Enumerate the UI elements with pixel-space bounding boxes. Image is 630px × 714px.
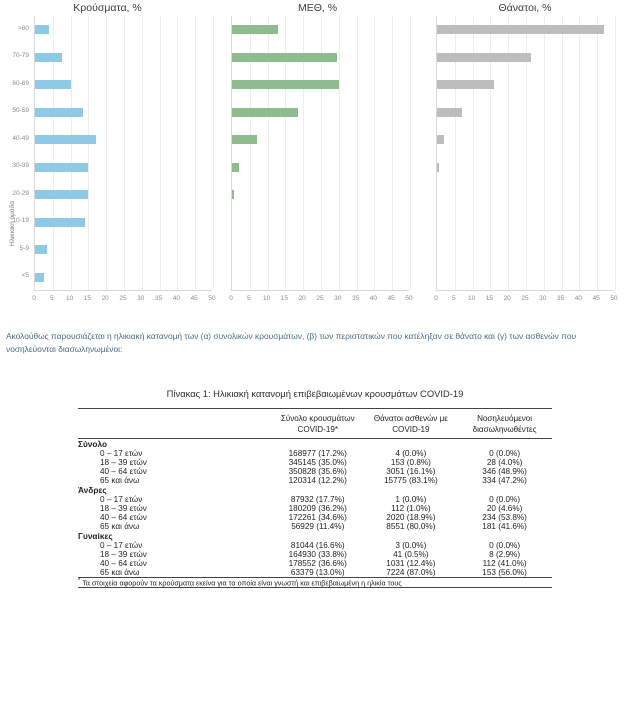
- table-footnote: * Τα στοιχεία αφορούν τα κρούσματα εκείνα για τα οποία είναι γνωστή και επιβεβαιωμένη η ηλικία τους: [78, 578, 552, 588]
- cell-icu: 28 (4.0%): [486, 458, 523, 467]
- chart-panel-deaths: [420, 0, 630, 320]
- bar: [35, 53, 62, 62]
- group-blank: [457, 439, 552, 450]
- x-tick-label: 5: [246, 295, 251, 302]
- table-row: [78, 495, 552, 504]
- x-tick-label: 15: [83, 295, 91, 302]
- group-label: Γυναίκες: [78, 531, 113, 541]
- gridline: [544, 16, 545, 290]
- y-tick-label: 20-29: [12, 189, 29, 197]
- cell-cases: 178552 (36.6%): [288, 559, 347, 568]
- y-tick-label: 30-39: [12, 162, 29, 170]
- plot-area-cases: [0, 16, 215, 316]
- row-label: 65 και άνω: [100, 522, 140, 531]
- cell-cases: 56929 (11.4%): [291, 522, 345, 531]
- table-row: [78, 449, 552, 458]
- table-row: [78, 550, 552, 559]
- cell-deaths: 7224 (87.0%): [386, 568, 436, 577]
- cell-deaths: 2020 (18.9%): [386, 513, 436, 522]
- table-row: [78, 458, 552, 467]
- row-label: 40 – 64 ετών: [100, 467, 147, 476]
- bar: [35, 108, 83, 117]
- cell-icu: 234 (53.8%): [482, 513, 527, 522]
- x-tick-label: 50: [610, 295, 618, 302]
- x-tick-label: 45: [387, 295, 395, 302]
- gridline: [579, 16, 580, 290]
- x-tick-label: 30: [137, 295, 145, 302]
- cell-deaths: 3051 (16.1%): [386, 467, 436, 476]
- gridline: [160, 16, 161, 290]
- row-label: 40 – 64 ετών: [100, 559, 147, 568]
- cell-cases: 120314 (12.2%): [288, 476, 347, 485]
- table-row: [78, 476, 552, 485]
- bar: [35, 245, 47, 254]
- age-distribution-table: [78, 408, 552, 588]
- bar: [35, 80, 71, 89]
- bar: [232, 135, 257, 144]
- gridline: [562, 16, 563, 290]
- bar: [35, 163, 88, 172]
- group-blank: [271, 439, 365, 450]
- row-label: 0 – 17 ετών: [100, 449, 143, 458]
- group-label: Άνδρες: [78, 485, 107, 495]
- table-header-row: [78, 413, 552, 435]
- row-label: 65 και άνω: [100, 568, 140, 577]
- gridline: [615, 16, 616, 290]
- table-row: [78, 467, 552, 476]
- gridline: [357, 16, 358, 290]
- x-tick-label: 50: [208, 295, 216, 302]
- y-tick-label: 70-79: [12, 52, 29, 60]
- cell-deaths: 112 (1.0%): [391, 504, 431, 513]
- row-label: 18 – 39 ετών: [100, 458, 147, 467]
- y-tick-label: >80: [17, 24, 29, 32]
- x-tick-label: 40: [369, 295, 377, 302]
- x-tick-label: 0: [434, 295, 438, 302]
- cell-deaths: 4 (0.0%): [395, 449, 427, 458]
- y-tick-label: 60-69: [12, 79, 29, 87]
- x-tick-label: 30: [334, 295, 342, 302]
- x-tick-label: 5: [49, 295, 54, 302]
- cell-cases: 63379 (13.0%): [290, 568, 345, 577]
- cell-cases: 172261 (34.6%): [288, 513, 347, 522]
- bar: [35, 135, 96, 144]
- cell-icu: 20 (4.6%): [486, 504, 523, 513]
- bar: [232, 163, 239, 172]
- chart-title-cases: Κρούσματα, %: [73, 2, 142, 14]
- cell-deaths: 1 (0.0%): [395, 495, 427, 504]
- x-tick-label: 10: [65, 295, 74, 302]
- cell-deaths: 41 (0.5%): [393, 550, 429, 559]
- gridline: [597, 16, 598, 290]
- cell-icu: 0 (0.0%): [489, 495, 521, 504]
- column-header: Σύνολο κρουσμάτων COVID-19*: [280, 414, 355, 434]
- table-row: [78, 522, 552, 531]
- bar: [232, 80, 339, 89]
- table-group-row: [78, 439, 552, 450]
- bar: [437, 108, 462, 117]
- bar: [232, 53, 337, 62]
- table-row: [78, 541, 552, 550]
- y-tick-label: 40-49: [12, 134, 29, 142]
- chart-title-icu: ΜΕΘ, %: [297, 2, 338, 14]
- row-label: 65 και άνω: [100, 476, 140, 485]
- row-label: 0 – 17 ετών: [100, 541, 143, 550]
- gridline: [71, 16, 72, 290]
- group-blank: [271, 531, 365, 541]
- x-tick-label: 20: [298, 295, 306, 302]
- cell-cases: 168977 (17.2%): [288, 449, 347, 458]
- cell-deaths: 8551 (80.0%): [386, 522, 436, 531]
- bar: [35, 190, 88, 199]
- gridline: [124, 16, 125, 290]
- cell-icu: 112 (41.0%): [482, 559, 527, 568]
- charts-row: [0, 0, 630, 320]
- bars-deaths: [436, 16, 614, 291]
- x-tick-label: 20: [101, 295, 109, 302]
- y-tick-label: 5-9: [19, 244, 29, 252]
- bar: [232, 25, 278, 34]
- table-title: Πίνακας 1: Ηλικιακή κατανομή επιβεβαιωμένων κρουσμάτων COVID-19: [166, 388, 464, 399]
- cell-deaths: 153 (0.8%): [390, 458, 431, 467]
- plot-area-icu: [212, 16, 423, 316]
- group-blank: [271, 485, 365, 495]
- y-tick-label: <5: [21, 272, 29, 280]
- x-tick-label: 15: [280, 295, 288, 302]
- bar: [437, 163, 439, 172]
- x-tick-label: 25: [119, 295, 127, 302]
- cell-icu: 153 (56.0%): [482, 568, 527, 577]
- bar: [35, 25, 49, 34]
- y-tick-label: 50-59: [12, 107, 29, 115]
- bar: [437, 25, 604, 34]
- cell-icu: 181 (41.6%): [482, 522, 527, 531]
- table-group-row: [78, 485, 552, 495]
- bars-icu: [231, 16, 409, 291]
- bar: [35, 273, 44, 282]
- chart-panel-icu: [212, 0, 423, 320]
- x-tick-label: 10: [467, 295, 476, 302]
- x-tick-label: 0: [32, 295, 36, 302]
- cell-icu: 0 (0.0%): [489, 541, 521, 550]
- bar: [232, 108, 298, 117]
- chart-panel-cases: [0, 0, 215, 320]
- x-tick-label: 35: [351, 295, 360, 302]
- bar: [437, 80, 494, 89]
- gridline: [339, 16, 340, 290]
- group-blank: [365, 485, 458, 495]
- column-header: Νοσηλευόμενοι διασωληνωθέντες: [472, 414, 537, 434]
- x-tick-label: 35: [154, 295, 163, 302]
- bar: [35, 218, 85, 227]
- cell-deaths: 3 (0.0%): [395, 541, 427, 550]
- gridline: [106, 16, 107, 290]
- x-tick-label: 5: [451, 295, 456, 302]
- table-row: [78, 513, 552, 522]
- group-label: Σύνολο: [78, 439, 108, 449]
- row-label: 0 – 17 ετών: [100, 495, 143, 504]
- group-blank: [457, 485, 552, 495]
- gridline: [142, 16, 143, 290]
- x-tick-label: 25: [316, 295, 324, 302]
- cell-icu: 8 (2.9%): [489, 550, 521, 559]
- cell-icu: 346 (48.9%): [482, 467, 527, 476]
- cell-cases: 81044 (16.6%): [290, 541, 345, 550]
- cell-cases: 87932 (17.7%): [290, 495, 345, 504]
- gridline: [374, 16, 375, 290]
- x-tick-label: 25: [521, 295, 529, 302]
- x-tick-label: 40: [172, 295, 180, 302]
- x-tick-label: 45: [592, 295, 600, 302]
- table-footnote-row: [78, 578, 552, 588]
- gridline: [392, 16, 393, 290]
- x-tick-label: 20: [503, 295, 511, 302]
- gridline: [177, 16, 178, 290]
- cell-deaths: 15775 (83.1%): [384, 476, 438, 485]
- group-blank: [365, 439, 458, 450]
- bar: [437, 135, 444, 144]
- table-group-row: [78, 531, 552, 541]
- bars-cases: [34, 16, 212, 291]
- x-tick-label: 35: [556, 295, 565, 302]
- bar: [437, 53, 531, 62]
- gridline: [195, 16, 196, 290]
- cell-cases: 350828 (35.6%): [288, 467, 347, 476]
- x-tick-label: 10: [262, 295, 271, 302]
- x-tick-label: 0: [229, 295, 233, 302]
- table-row: [78, 559, 552, 568]
- chart-title-deaths: Θάνατοι, %: [498, 2, 552, 14]
- table-row: [78, 504, 552, 513]
- intro-paragraph: Ακολούθως παρουσιάζεται η ηλικιακή κατανομή των (α) συνολικών κρουσμάτων, (β) των περιστατικών που κατέληξαν σε θάνατο και (γ) των ασθενών που νοσηλεύονται διασωληνωμένοι:: [6, 331, 577, 354]
- x-tick-label: 50: [405, 295, 413, 302]
- row-label: 18 – 39 ετών: [100, 550, 147, 559]
- table-row: [78, 568, 552, 578]
- cell-cases: 345145 (35.0%): [288, 458, 347, 467]
- cell-icu: 334 (47.2%): [482, 476, 527, 485]
- group-blank: [457, 531, 552, 541]
- gridline: [88, 16, 89, 290]
- row-label: 18 – 39 ετών: [100, 504, 147, 513]
- cell-cases: 164930 (33.8%): [288, 550, 347, 559]
- x-tick-label: 45: [190, 295, 198, 302]
- column-header: [78, 413, 271, 435]
- row-label: 40 – 64 ετών: [100, 513, 147, 522]
- x-tick-label: 15: [485, 295, 493, 302]
- gridline: [410, 16, 411, 290]
- group-blank: [365, 531, 458, 541]
- plot-area-deaths: [420, 16, 630, 316]
- column-header: Θάνατοι ασθενών με COVID-19: [373, 414, 448, 434]
- x-tick-label: 30: [539, 295, 547, 302]
- y-axis-label-cases: Ηλικιακή ομάδα: [9, 200, 16, 246]
- x-tick-label: 40: [574, 295, 582, 302]
- cell-cases: 180209 (36.2%): [288, 504, 347, 513]
- bar: [232, 190, 234, 199]
- cell-icu: 0 (0.0%): [489, 449, 521, 458]
- y-tick-label: 10-19: [12, 217, 29, 225]
- cell-deaths: 1031 (12.4%): [386, 559, 436, 568]
